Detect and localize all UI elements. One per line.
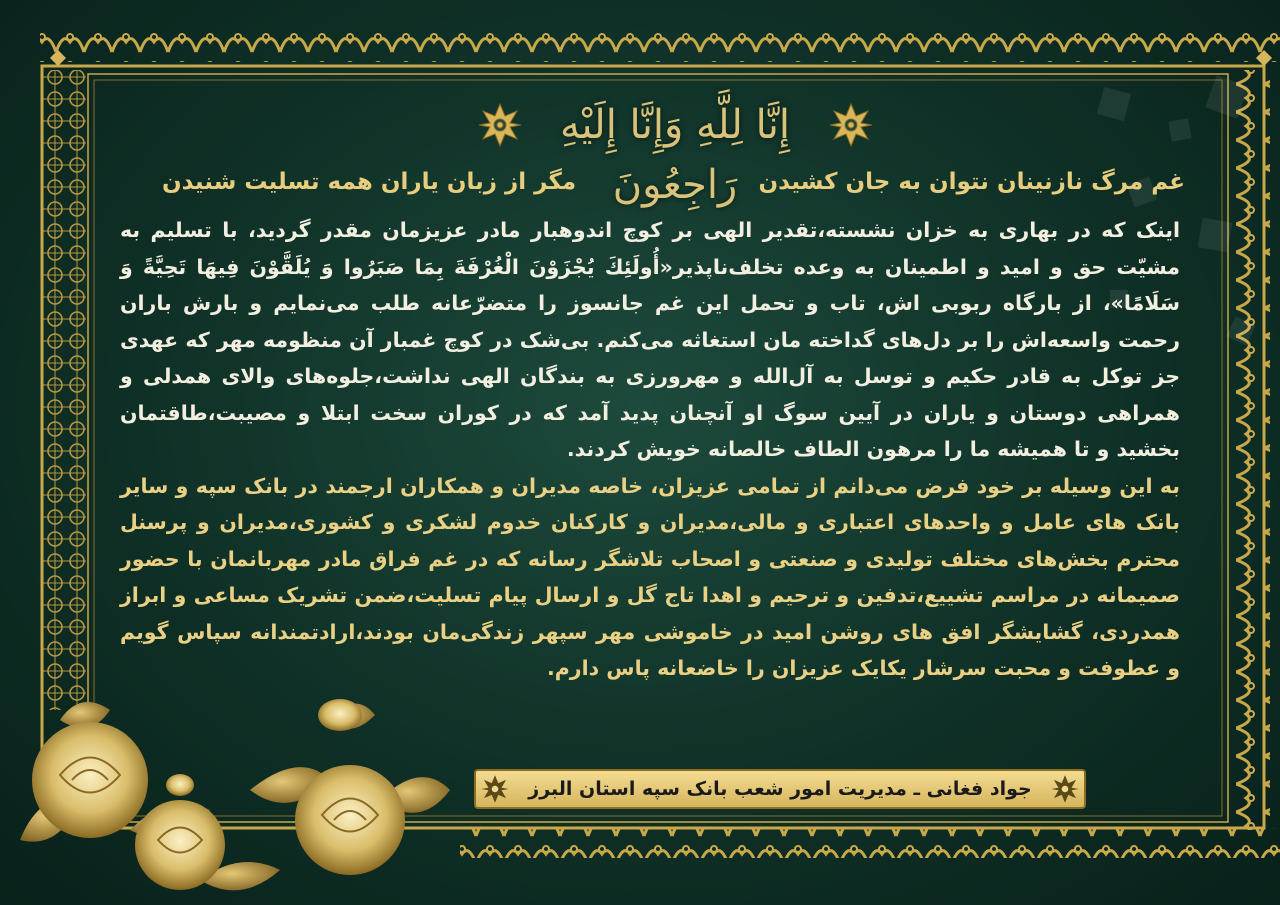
gold-roses-decoration [0, 680, 480, 905]
rosette-ornament-icon [477, 102, 523, 148]
poem-verse-left: مگر از زبان یاران همه تسلیت شنیدن [162, 169, 577, 195]
rosette-ornament-icon [1050, 774, 1080, 804]
signature-text: جواد فغانی ـ مدیریت امور شعب بانک سپه استان البرز [528, 778, 1032, 800]
paragraph-gratitude: به این وسیله بر خود فرض می‌دانم از تمامی عزیزان، خاصه مدیران و همکاران ارجمند در بانک سپه و سایر بانک های عامل و واحدهای اعتباری و مالی،مدیران و کارکنان خدوم لشکری و کشوری،مدیران و پرسنل محترم بخش‌های مختلف تولیدی و صنعتی و اصحاب تلاشگر رسانه که در غم فراق مادر مهربانمان با حضور صمیمانه در مراسم تشییع،تدفین و ترحیم و اهدا تاج گل و ارسال پیام تسلیت،ضمن تشریک مساعی و ابراز همدردی، گشایشگر افق های روشن امید در خاموشی مهر سپهر زندگی‌مان بودند،ارادتمندانه سپاس گویم و عطوفت و محبت سرشار یکایک عزیزان را خاضعانه پاس دارم. [120, 473, 1180, 680]
quranic-calligraphy: إِنَّا لِلَّهِ وَإِنَّا إِلَيْهِ رَاجِعُونَ [559, 102, 791, 208]
message-body [120, 212, 1180, 760]
poem-verse-right: غم مرگ نازنینان نتوان به جان کشیدن [758, 169, 1185, 195]
paragraph-condolence: اینک که در بهاری به خزان نشسته،تقدیر الهی بر کوچ اندوهبار مادر عزیزمان مقدر گردید، با تسلیم به مشیّت حق و امید و اطمینان به وعده تخلف‌ناپذیر«أُولَئِكَ يُجْزَوْنَ الْغُرْفَةَ بِمَا صَبَرُوا وَ يُلَقَّوْنَ فِيهَا تَحِيَّةً وَ سَلَامًا»، از بارگاه ربوبی اش، تاب و تحمل این غم جانسوز را متضرّعانه طلب می‌نمایم و بارش باران رحمت واسعه‌اش را بر دل‌های گداخته مان استغاثه می‌کنم. بی‌شک در کوچ غمبار آن منظومه مهر که عهدی جز توکل به قادر حکیم و توسل به آل‌الله و مهرورزی به بندگان الهی نداشت،جلوه‌های والای همدلی و همراهی دوستان و یاران در آیین سوگ او آنچنان پدید آمد که در کوران سخت ابتلا و مصیبت،طاقتمان بخشید و تا همیشه ما را مرهون الطاف خالصانه خویش کردند. [120, 218, 1180, 461]
rosette-ornament-icon [828, 102, 874, 148]
rosette-ornament-icon [480, 774, 510, 804]
signature-banner [474, 769, 1086, 809]
